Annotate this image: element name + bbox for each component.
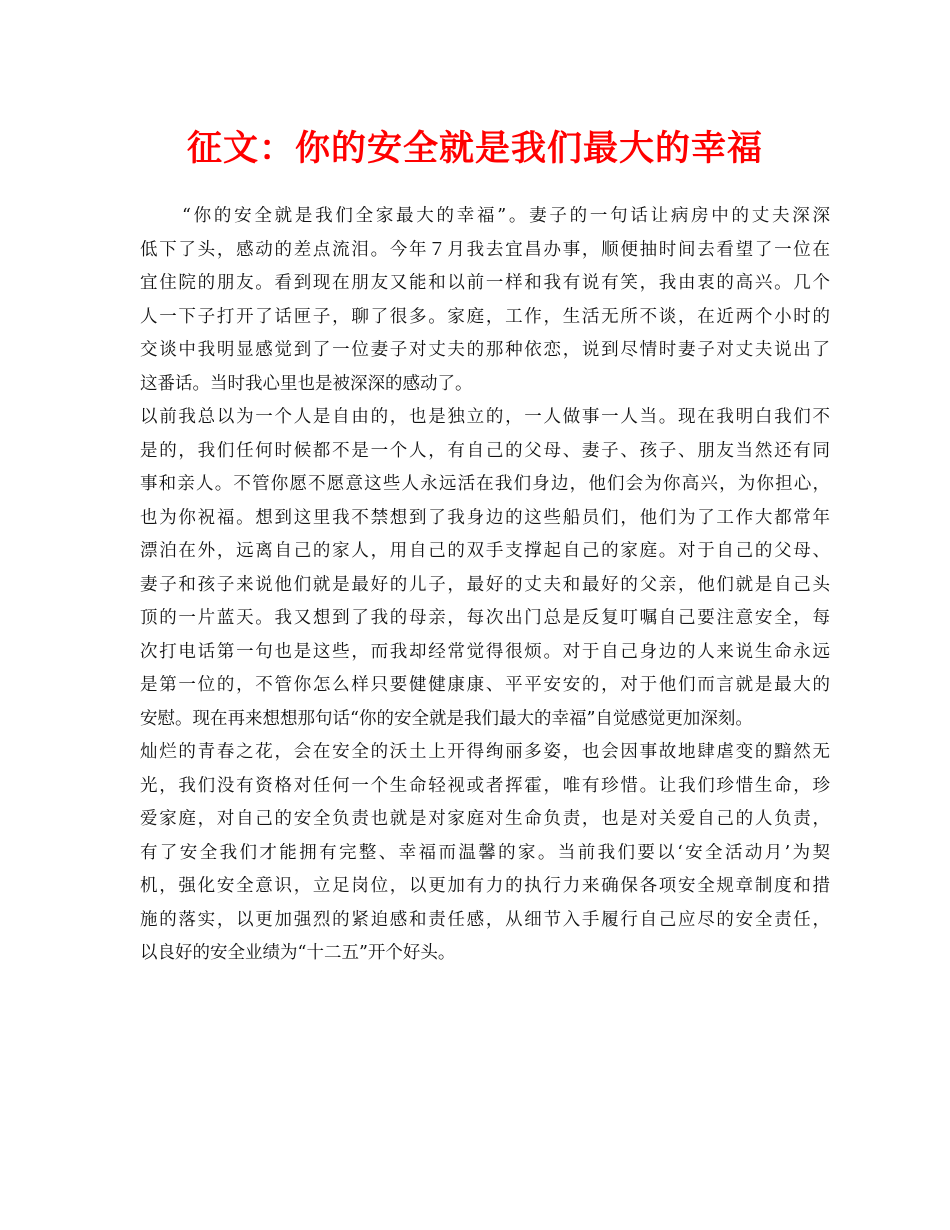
text-line: 漂泊在外，远离自己的家人，用自己的双手支撑起自己的家庭。对于自己的父母、 xyxy=(140,541,830,561)
text-line: 光，我们没有资格对任何一个生命轻视或者挥霍，唯有珍惜。让我们珍惜生命，珍 xyxy=(140,775,830,796)
document-body xyxy=(140,200,830,971)
text-line: 安慰。现在再来想想那句话“你的安全就是我们最大的幸福”自觉感觉更加深刻。 xyxy=(140,708,753,729)
paragraph-3 xyxy=(140,736,830,971)
text-line: 低下了头，感动的差点流泪。今年７月我去宜昌办事，顺便抽时间去看望了一位在 xyxy=(140,239,830,260)
text-line: 次打电话第一句也是这些，而我却经常觉得很烦。对于自己身边的人来说生命永远 xyxy=(140,641,830,662)
paragraph-1 xyxy=(140,200,830,401)
paragraph-2 xyxy=(140,401,830,736)
text-line: 爱家庭，对自己的安全负责也就是对家庭对生命负责，也是对关爱自己的人负责， xyxy=(140,809,830,829)
text-line: 这番话。当时我心里也是被深深的感动了。 xyxy=(140,373,473,394)
text-line: 施的落实，以更加强烈的紧迫感和责任感，从细节入手履行自己应尽的安全责任， xyxy=(140,909,830,930)
text-line: 交谈中我明显感觉到了一位妻子对丈夫的那种依恋，说到尽情时妻子对丈夫说出了 xyxy=(140,340,830,360)
text-line: 灿烂的青春之花，会在安全的沃土上开得绚丽多姿，也会因事故地肆虐变的黯然无 xyxy=(140,742,830,762)
text-line: 有了安全我们才能拥有完整、幸福而温馨的家。当前我们要以‘安全活动月’为契 xyxy=(140,842,830,863)
text-line: 也为你祝福。想到这里我不禁想到了我身边的这些船员们，他们为了工作大都常年 xyxy=(140,507,830,528)
document-title: 征文：你的安全就是我们最大的幸福 xyxy=(186,128,763,169)
text-line: 事和亲人。不管你愿不愿意这些人永远活在我们身边，他们会为你高兴，为你担心， xyxy=(140,474,830,494)
text-line: 以良好的安全业绩为“十二五”开个好头。 xyxy=(140,943,456,963)
text-line: 以前我总以为一个人是自由的，也是独立的，一人做事一人当。现在我明白我们不 xyxy=(140,407,830,427)
text-line: 是第一位的，不管你怎么样只要健健康康、平平安安的，对于他们而言就是最大的 xyxy=(140,675,830,695)
text-line: 妻子和孩子来说他们就是最好的儿子，最好的丈夫和最好的父亲，他们就是自己头 xyxy=(140,574,830,595)
text-line: 人一下子打开了话匣子，聊了很多。家庭，工作，生活无所不谈，在近两个小时的 xyxy=(140,306,830,327)
text-line: 机，强化安全意识，立足岗位，以更加有力的执行力来确保各项安全规章制度和措 xyxy=(140,876,830,896)
text-line: 顶的一片蓝天。我又想到了我的母亲，每次出门总是反复叮嘱自己要注意安全，每 xyxy=(140,608,830,628)
text-line: 宜住院的朋友。看到现在朋友又能和以前一样和我有说有笑，我由衷的高兴。几个 xyxy=(140,273,830,293)
text-line: 是的，我们任何时候都不是一个人，有自己的父母、妻子、孩子、朋友当然还有同 xyxy=(140,440,830,461)
text-line: “你的安全就是我们全家最大的幸福”。妻子的一句话让病房中的丈夫深深 xyxy=(182,206,830,226)
